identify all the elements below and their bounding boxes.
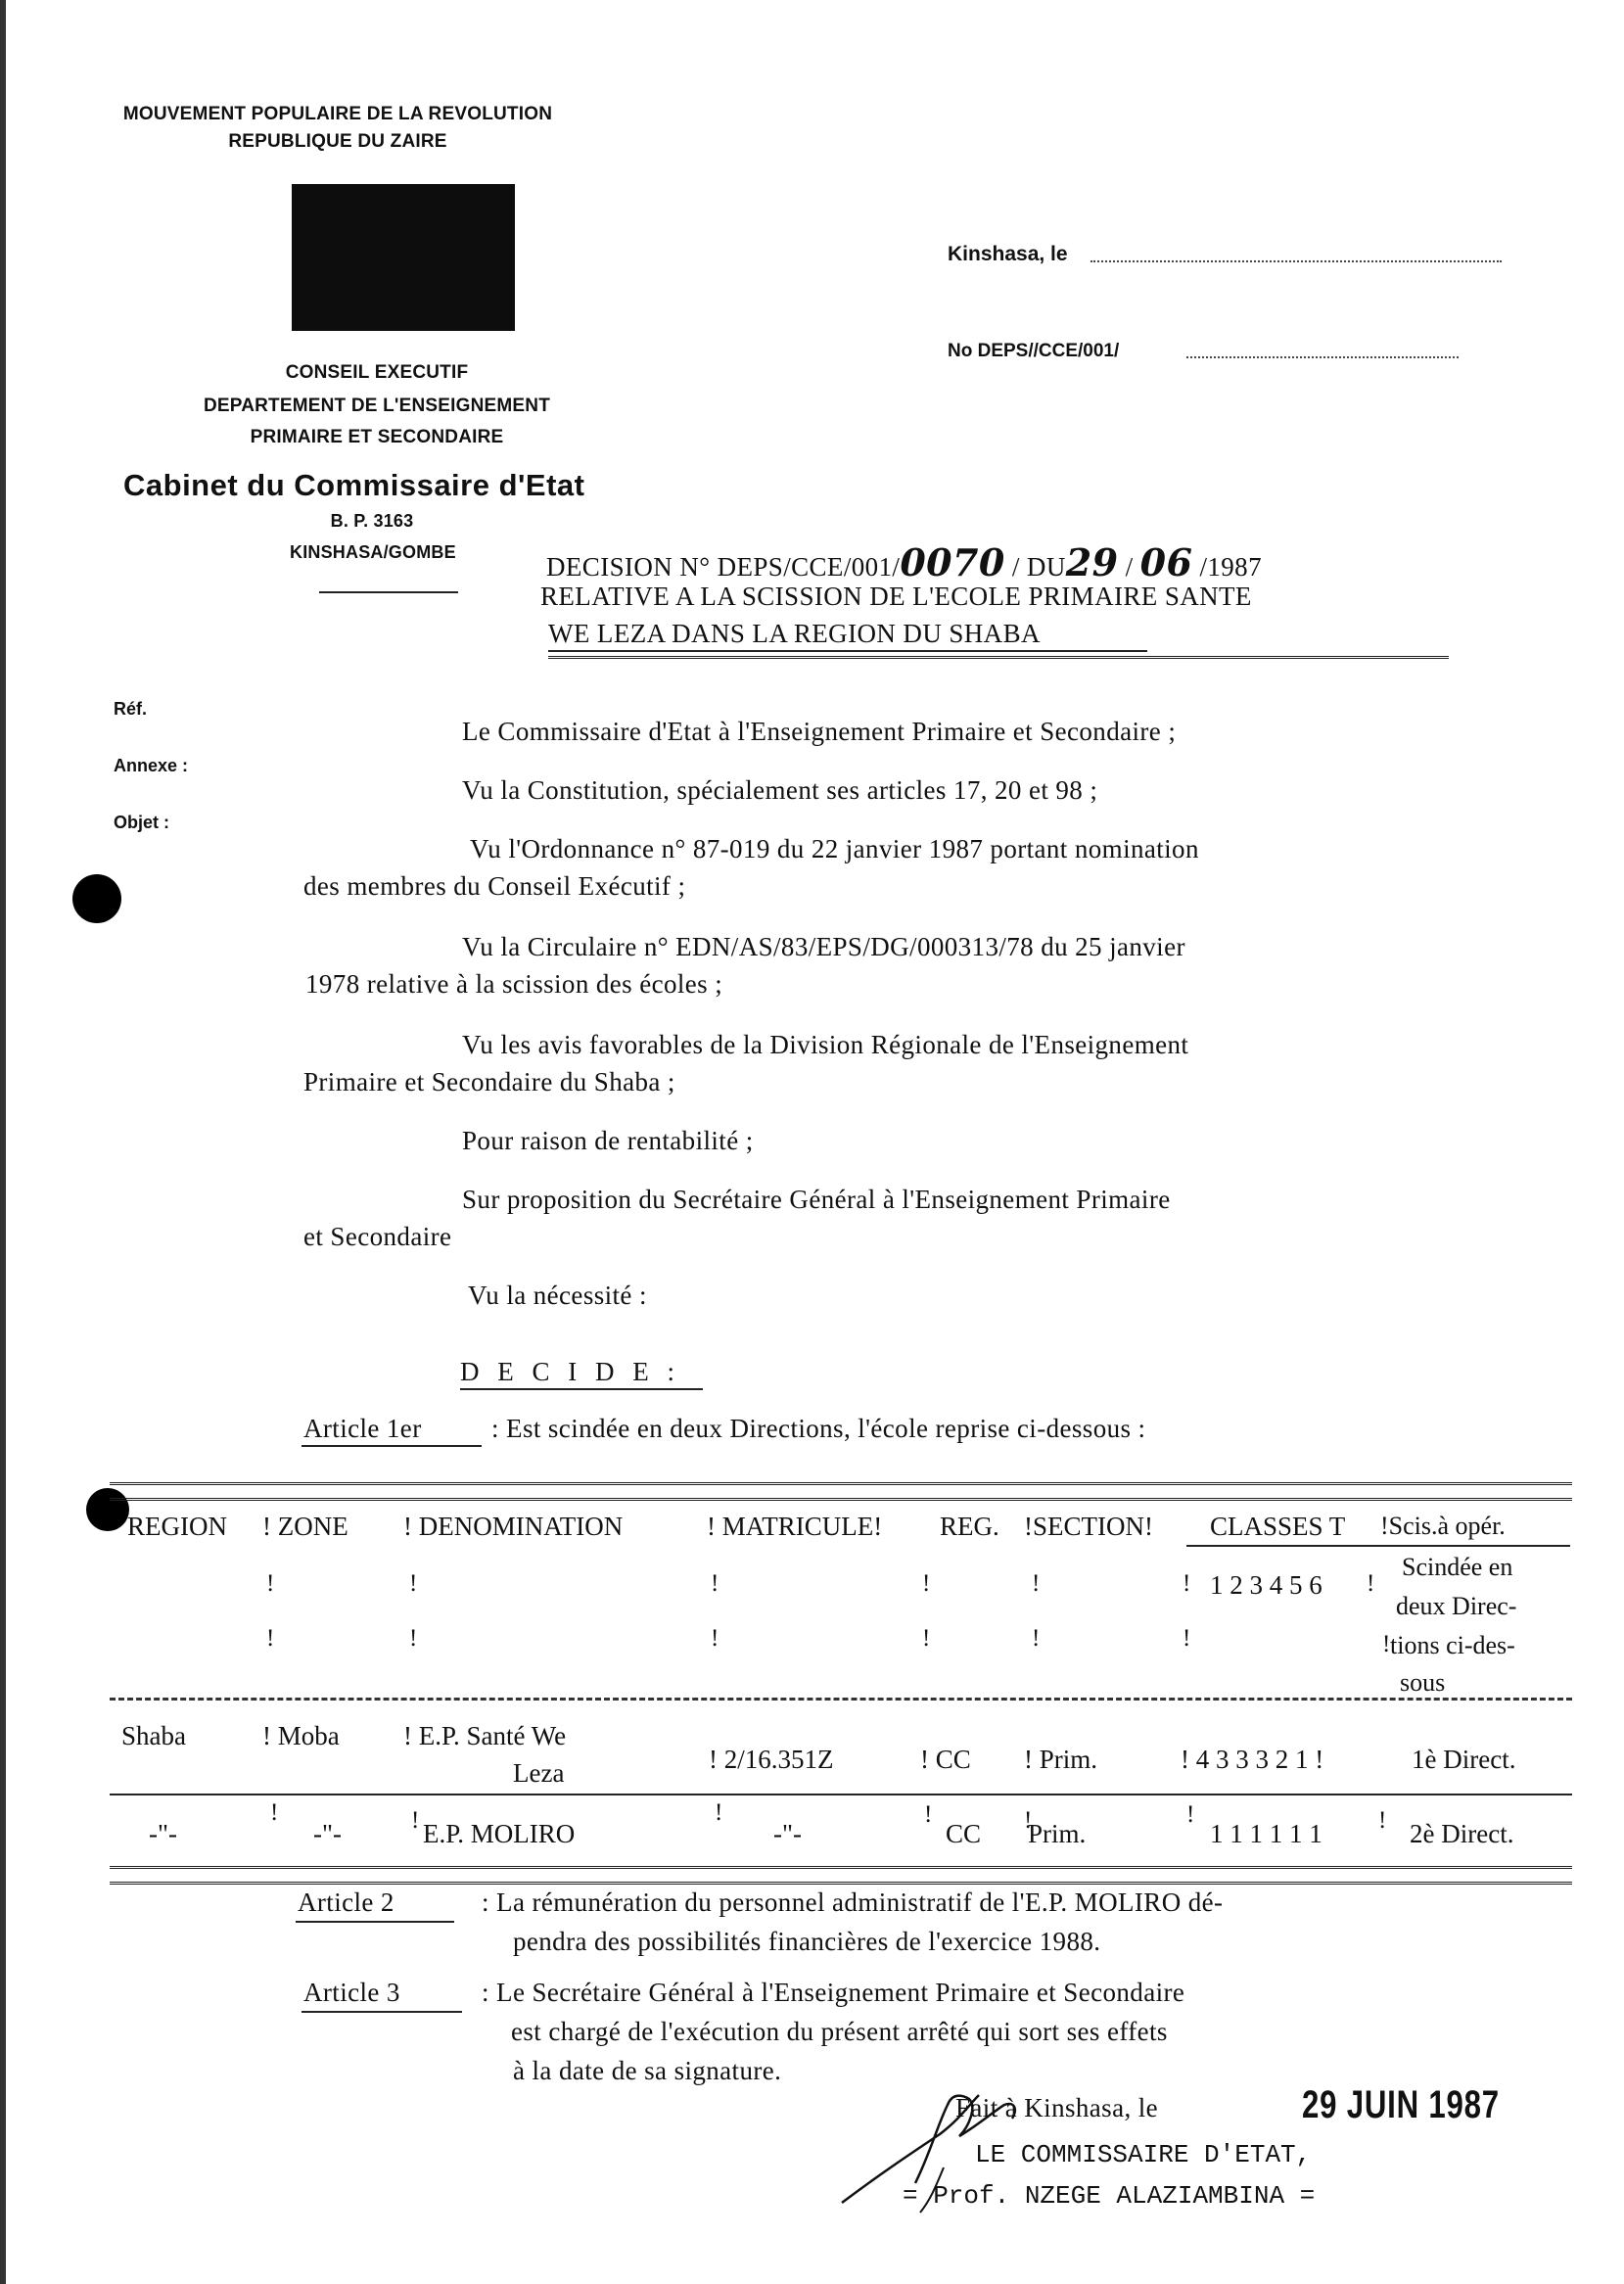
row-denomination: E.P. MOLIRO: [423, 1819, 576, 1848]
row-region: -"-: [149, 1819, 178, 1848]
annexe-label: Annexe :: [114, 756, 189, 775]
table-bottom-rule: [110, 1866, 1572, 1873]
table-top-rule-2: [110, 1498, 1572, 1505]
header-conseil: CONSEIL EXECUTIF: [285, 362, 469, 383]
table-header-rule: [110, 1698, 1572, 1702]
header-mpr: MOUVEMENT POPULAIRE DE LA REVOLUTION: [122, 104, 553, 124]
sep: !: [270, 1799, 279, 1826]
article-3-line-3: à la date de sa signature.: [513, 2056, 782, 2085]
objet-label: Objet :: [114, 813, 169, 832]
para-avis-2: Primaire et Secondaire du Shaba ;: [303, 1067, 675, 1096]
col-classes: CLASSES T: [1210, 1512, 1346, 1541]
para-necessite: Vu la nécessité :: [468, 1281, 647, 1310]
fait-a-kinshasa: Fait à Kinshasa, le: [955, 2093, 1159, 2122]
row-denomination-value: E.P. Santé We: [418, 1721, 567, 1750]
sep: !: [922, 1570, 931, 1597]
article-1-underline: [302, 1445, 482, 1447]
signatory-title: LE COMMISSAIRE D'ETAT,: [975, 2140, 1312, 2169]
ref-label: Réf.: [114, 699, 148, 719]
row-zone: -"-: [313, 1819, 343, 1848]
decision-month: 06: [1139, 540, 1193, 584]
header-departement: DEPARTEMENT DE L'ENSEIGNEMENT: [203, 396, 551, 416]
article-3-label: Article 3: [303, 1978, 400, 2007]
row-matricule: -"-: [773, 1819, 803, 1848]
title-rule: [548, 656, 1449, 663]
header-city: KINSHASA/GOMBE: [290, 542, 456, 562]
header-republique: REPUBLIQUE DU ZAIRE: [228, 131, 447, 152]
row-scis: 2è Direct.: [1410, 1819, 1514, 1848]
sep: !: [711, 1625, 719, 1652]
row-reg: ! CC: [920, 1745, 971, 1774]
decision-subject-1: RELATIVE A LA SCISSION DE L'ECOLE PRIMAIRE SANTE: [540, 582, 1252, 611]
para-rentabilite: Pour raison de rentabilité ;: [462, 1126, 754, 1155]
article-3-underline: [302, 2011, 462, 2013]
para-circulaire-1: Vu la Circulaire n° EDN/AS/83/EPS/DG/000313/78 du 25 janvier: [462, 932, 1185, 961]
article-2-line-2: pendra des possibilités financières de l'exercice 1988.: [513, 1927, 1101, 1956]
subject-underline: [548, 650, 1147, 652]
para-proposition-2: et Secondaire: [303, 1222, 452, 1251]
row-scis: 1è Direct.: [1412, 1745, 1516, 1774]
row-matricule: ! 2/16.351Z: [709, 1745, 834, 1774]
decide-heading: D E C I D E :: [460, 1357, 680, 1386]
article-2-label: Article 2: [298, 1888, 394, 1917]
kinshasa-date-line: [1090, 260, 1502, 262]
decide-underline: [460, 1388, 703, 1390]
row-matricule-value: 2/16.351Z: [723, 1745, 834, 1774]
scis-note-2: deux Direc-: [1396, 1592, 1517, 1620]
sep: !: [409, 1570, 418, 1597]
sep: !: [1186, 1801, 1195, 1828]
scis-note-3: tions ci-des-: [1390, 1631, 1515, 1659]
decision-number: 0070: [900, 540, 1005, 584]
para-circulaire-2: 1978 relative à la scission des écoles ;: [305, 969, 723, 999]
sep: !: [266, 1570, 275, 1597]
scis-note-4: sous: [1400, 1668, 1446, 1697]
sep: !: [1024, 1807, 1033, 1834]
sep: !: [266, 1625, 275, 1652]
article-1-text: : Est scindée en deux Directions, l'école reprise ci-dessous :: [491, 1414, 1146, 1443]
article-1-label: Article 1er: [303, 1414, 422, 1443]
decision-subject-2: WE LEZA DANS LA REGION DU SHABA: [548, 619, 1041, 648]
sep: !: [1367, 1570, 1375, 1597]
decision-sep: /: [1125, 552, 1134, 582]
header-bp: B. P. 3163: [330, 511, 414, 531]
sep: !: [1382, 1631, 1391, 1657]
para-ordonnance-1: Vu l'Ordonnance n° 87-019 du 22 janvier 1987 portant nomination: [470, 834, 1199, 863]
sep: !: [922, 1625, 931, 1652]
para-proposition-1: Sur proposition du Secrétaire Général à l'Enseignement Primaire: [462, 1185, 1171, 1214]
scis-note-1: Scindée en: [1402, 1553, 1513, 1581]
decision-prefix: DECISION N° DEPS/CCE/001/: [546, 552, 901, 582]
col-region: REGION: [127, 1512, 227, 1541]
decision-year: /1987: [1199, 552, 1262, 582]
sep: !: [1183, 1570, 1191, 1597]
page-edge: [0, 0, 6, 2284]
col-section: !SECTION!: [1024, 1512, 1153, 1541]
sep: !: [1032, 1625, 1041, 1652]
row-classes: 1 1 1 1 1 1: [1210, 1819, 1322, 1848]
reference-no-line: [1186, 356, 1459, 358]
decision-title: [546, 540, 1262, 584]
article-3-line-1: : Le Secrétaire Général à l'Enseignement Primaire et Secondaire: [482, 1978, 1185, 2007]
date-stamp: 29 JUIN 1987: [1302, 2083, 1500, 2126]
classes-header-underline: [1186, 1545, 1570, 1547]
header-cabinet: Cabinet du Commissaire d'Etat: [123, 468, 585, 502]
decision-du: / DU: [1011, 552, 1066, 582]
emblem-redacted: [292, 184, 515, 331]
sep: !: [1183, 1625, 1191, 1652]
col-scis: !Scis.à opér.: [1380, 1512, 1506, 1540]
para-commissaire: Le Commissaire d'Etat à l'Enseignement Primaire et Secondaire ;: [462, 717, 1177, 746]
punch-hole-1: [72, 874, 121, 923]
col-zone: ! ZONE: [262, 1512, 348, 1541]
row-zone-value: Moba: [277, 1721, 340, 1750]
decision-day: 29: [1065, 540, 1119, 584]
row-denomination: ! E.P. Santé We: [403, 1721, 567, 1750]
kinshasa-date-label: Kinshasa, le: [948, 243, 1068, 265]
signatory-name: = Prof. NZEGE ALAZIAMBINA =: [903, 2181, 1316, 2211]
sep: !: [409, 1625, 418, 1652]
header-underline: [319, 591, 458, 593]
sep: !: [924, 1801, 933, 1828]
row-reg-value: CC: [935, 1745, 971, 1774]
table-top-rule: [110, 1482, 1572, 1489]
row-section: Prim.: [1028, 1819, 1087, 1848]
row-region: Shaba: [121, 1721, 186, 1750]
sep: !: [711, 1570, 719, 1597]
article-2-underline: [296, 1921, 454, 1923]
article-3-line-2: est chargé de l'exécution du présent arrêté qui sort ses effets: [511, 2017, 1168, 2046]
col-matricule: ! MATRICULE!: [707, 1512, 883, 1541]
row-section-value: Prim.: [1039, 1745, 1098, 1774]
para-ordonnance-2: des membres du Conseil Exécutif ;: [303, 871, 686, 901]
row-classes-value: 4 3 3 3 2 1: [1195, 1745, 1309, 1774]
sep: !: [411, 1807, 420, 1834]
row-denomination-2: Leza: [513, 1758, 565, 1788]
article-2-line-1: : La rémunération du personnel administratif de l'E.P. MOLIRO dé-: [482, 1888, 1224, 1917]
para-avis-1: Vu les avis favorables de la Division Régionale de l'Enseignement: [462, 1030, 1189, 1059]
punch-hole-2: [86, 1488, 129, 1531]
para-constitution: Vu la Constitution, spécialement ses articles 17, 20 et 98 ;: [462, 775, 1098, 805]
row-classes: ! 4 3 3 3 2 1 !: [1181, 1745, 1324, 1774]
col-denomination: ! DENOMINATION: [403, 1512, 624, 1541]
row-reg: CC: [946, 1819, 982, 1848]
col-reg: REG.: [940, 1512, 999, 1541]
sep: !: [715, 1799, 723, 1826]
classes-numbers: 1 2 3 4 5 6: [1210, 1570, 1322, 1600]
header-primaire: PRIMAIRE ET SECONDAIRE: [250, 427, 504, 447]
reference-no-label: No DEPS//CCE/001/: [948, 341, 1120, 361]
sep: !: [1032, 1570, 1041, 1597]
sep: !: [1378, 1807, 1387, 1834]
table-row-rule: [110, 1794, 1572, 1795]
row-section: ! Prim.: [1024, 1745, 1098, 1774]
handwritten-signature: [822, 2066, 1038, 2222]
row-zone: ! Moba: [262, 1721, 340, 1750]
